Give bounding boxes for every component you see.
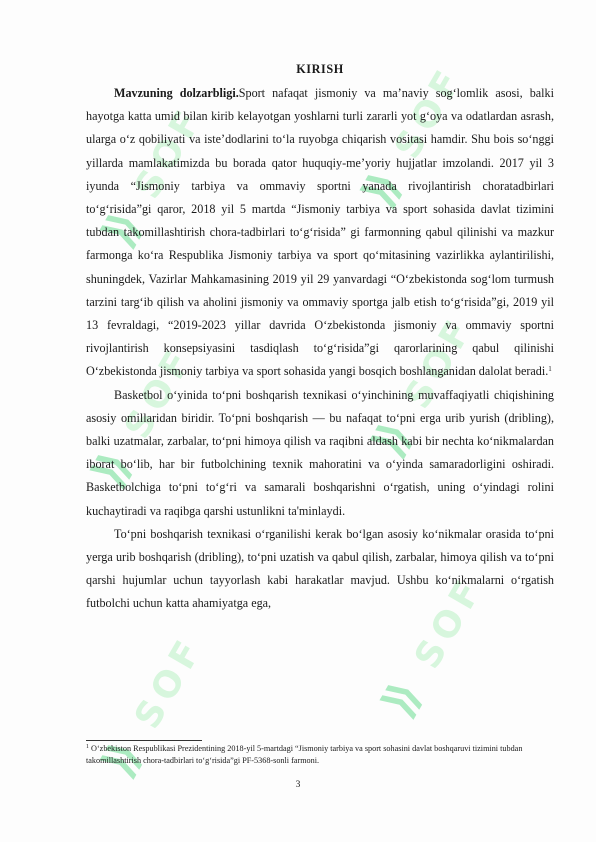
watermark-mark: ⟫ SOF xyxy=(92,629,213,786)
footnote-separator xyxy=(86,740,202,741)
document-body xyxy=(86,62,554,616)
footnote-marker: 1 xyxy=(86,744,89,750)
paragraph-relevance xyxy=(86,82,554,384)
paragraph-text: Sport nafaqat jismoniy va ma’naviy sog‘lomlik asosi, balki hayotga katta umid bilan kirib kelayotgan yoshlarni turli zararli yot g‘oya va odatlardan asrash, ularga o‘z qobiliyati va iste’dodlarini to‘la ruyobga chiqarish vositasi hamdir. Shu bois so‘nggi yillarda mamlakatimizda bu borada qator huquqiy-me’yoriy hujjatlar imzolandi. 2017 yil 3 iyunda “Jismoniy tarbiya va ommaviy sportni yanada rivojlantirish choratadbirlari to‘g‘risida”gi qaror, 2018 yil 5 martda “Jismoniy tarbiya va sport sohasida davlat tizimini tubdan takomillashtirish chora-tadbirlari to‘g‘risida” gi farmonning qabul qilinishi va mazkur farmonga ko‘ra Respublika Jismoniy tarbiya va sport qo‘mitasining vazirlikka aylantirilishi, shuningdek, Vazirlar Mahkamasining 2019 yil 29 yanvardagi “O‘zbekistonda sog‘lom turmush tarzini targ‘ib qilish va aholini jismoniy va ommaviy sportga jalb etish to‘g‘risida”gi, 2019 yil 13 fevraldagi, “2019-2023 yillar davrida O‘zbekistonda jismoniy va ommaviy sportni rivojlantirish konsepsiyasini tasdiqlash to‘g‘risida”gi qarorlarining qabul qilinishi O‘zbekistonda jismoniy tarbiya va sport sohasida yangi bosqich boshlanganidan dalolat beradi. xyxy=(86,86,554,379)
footnote xyxy=(86,743,554,766)
footnote-reference[interactable]: 1 xyxy=(548,365,552,374)
page-number: 3 xyxy=(295,780,301,790)
section-heading: KIRISH xyxy=(296,62,344,76)
watermark-mark: ⟫ SOF xyxy=(372,569,493,726)
paragraph-lead: Mavzuning dolzarbligi. xyxy=(114,86,239,100)
watermark-mark: ⟫ SOF xyxy=(82,339,203,496)
footnote-text: O‘zbekiston Respublikasi Prezidentining 2018-yil 5-martdagi “Jismoniy tarbiya va sport sohasini davlat boshqaruvi tizimini tubdan takomillashtirish chora-tadbirlari to‘g‘risida”gi PF-5368-sonli farmoni. xyxy=(86,744,523,765)
watermark-mark: ⟫ SOF xyxy=(352,59,473,216)
watermark-mark: ⟫ SOF xyxy=(92,99,213,256)
paragraph-ball-control-skills: To‘pni boshqarish texnikasi o‘rganilishi kerak bo‘lgan asosiy ko‘nikmalar orasida to‘pni yerga urib boshqarish (dribling), to‘pni uzatish va qabul qilish, zarbalar, himoya qilish va to‘pni qarshi hujumlar uchun tayyorlash kabi harakatlar mavjud. Ushbu ko‘nikmalarni o‘rgatish futbolchi uchun katta ahamiyatga ega, xyxy=(86,526,554,611)
watermark-mark: ⟫ SOF xyxy=(362,309,483,466)
paragraph-basketball-technique: Basketbol o‘yinida to‘pni boshqarish texnikasi o‘yinchining muvaffaqiyatli chiqishining asosiy omillaridan biridir. To‘pni boshqarish — bu nafaqat to‘pni erga urib yurish (dribling), balki uzatmalar, zarbalar, to‘pni himoya qilish va raqibni aldash kabi bir nechta ko‘nikmalardan iborat bo‘lib, har bir futbolchining texnik mahoratini va o‘yinda samaradorligini oshiradi. Basketbolchiga to‘pni to‘g‘ri va samarali boshqarishni o‘rgatish, uning o‘yindagi rolini kuchaytiradi va raqibga qarshi ustunlikni ta'minlaydi. xyxy=(86,387,554,518)
